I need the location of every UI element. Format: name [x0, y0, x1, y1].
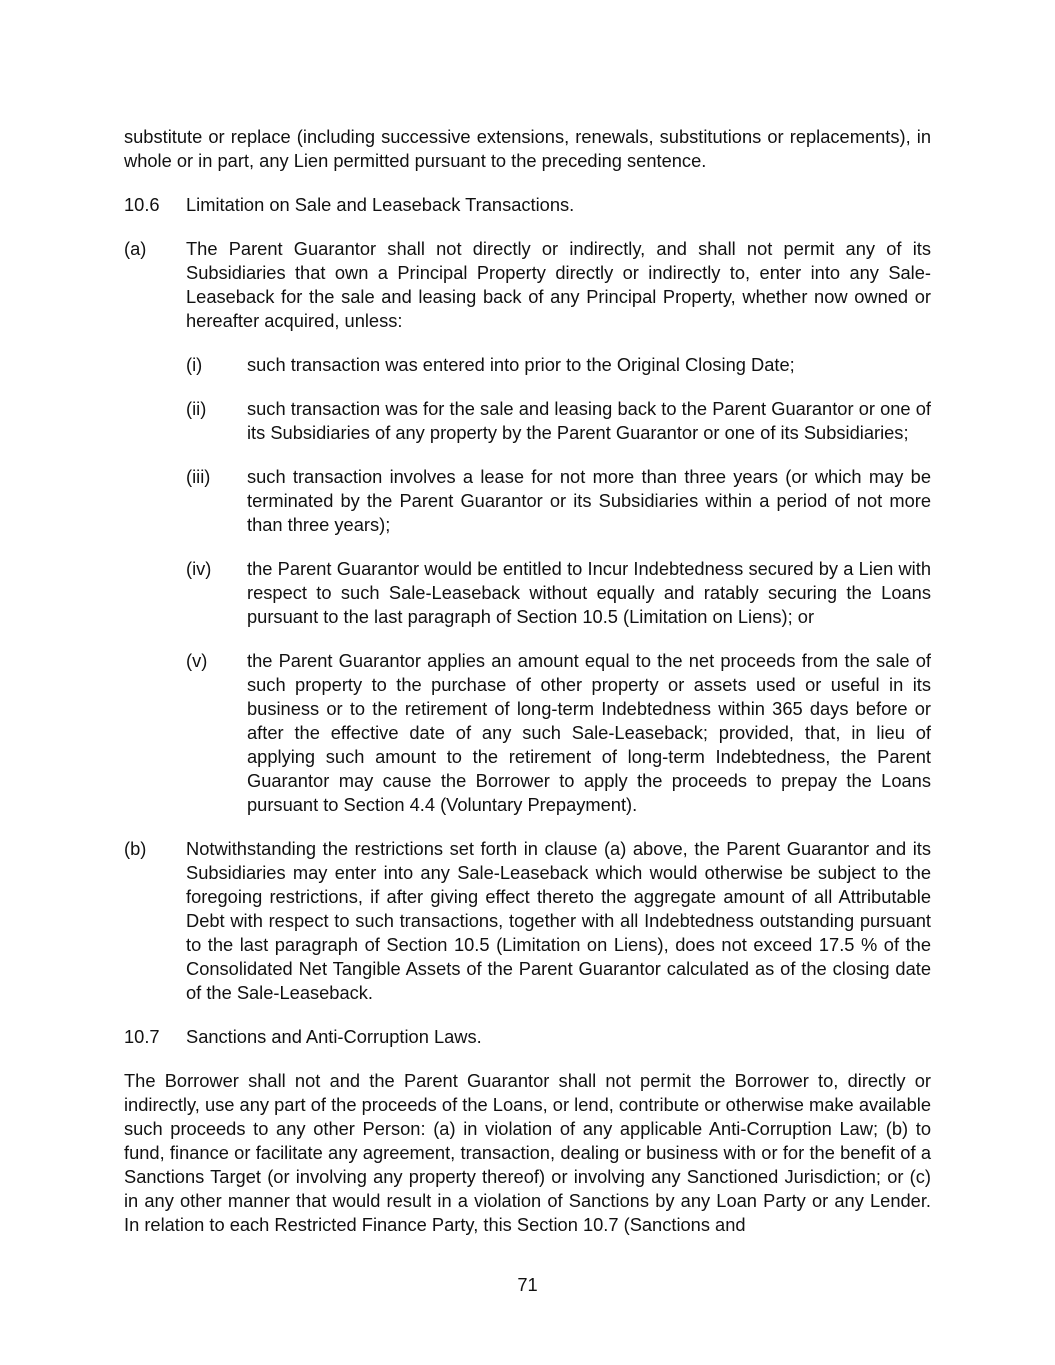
- subclause-text: such transaction was entered into prior to the Original Closing Date;: [247, 354, 795, 375]
- subclause-text: such transaction involves a lease for not more than three years (or which may be terminated by the Parent Guarantor or its Subsidiaries within a period of not more than three years);: [247, 466, 931, 535]
- subclause-text: such transaction was for the sale and leasing back to the Parent Guarantor or one of its Subsidiaries of any property by the Parent Guarantor or one of its Subsidiaries;: [247, 398, 931, 443]
- section-10-7-heading: [124, 1025, 931, 1049]
- section-10-6-heading: [124, 193, 931, 217]
- document-page: [124, 125, 931, 1237]
- subclause-iv: [186, 557, 931, 629]
- subclause-i: [186, 353, 931, 377]
- section-10-7-paragraph: The Borrower shall not and the Parent Guarantor shall not permit the Borrower to, directly or indirectly, use any part of the proceeds of the Loans, or lend, contribute or otherwise make available such proceeds to any other Person: (a) in violation of any applicable Anti-Corruption Law; (b) to fund, finance or facilitate any agreement, transaction, dealing or business with or for the benefit of a Sanctions Target (or involving any property thereof) or involving any Sanctioned Jurisdiction; or (c) in any other manner that would result in a violation of Sanctions by any Loan Party or any Lender. In relation to each Restricted Finance Party, this Section 10.7 (Sanctions and: [124, 1070, 931, 1235]
- clause-text: Notwithstanding the restrictions set forth in clause (a) above, the Parent Guarantor and its Subsidiaries may enter into any Sale-Leaseback which would otherwise be subject to the foregoing restrictions, if after giving effect thereto the aggregate amount of all Attributable Debt with respect to such transactions, together with all Indebtedness outstanding pursuant to the last paragraph of Section 10.5 (Limitation on Liens), does not exceed 17.5 % of the Consolidated Net Tangible Assets of the Parent Guarantor calculated as of the closing date of the Sale-Leaseback.: [186, 838, 931, 1003]
- subclause-text: the Parent Guarantor applies an amount equal to the net proceeds from the sale of such property to the purchase of other property or assets used or useful in its business or to the retirement of long-term Indebtedness within 365 days before or after the effective date of any such Sale-Leaseback; provided, that, in lieu of applying such amount to the retirement of long-term Indebtedness, the Parent Guarantor may cause the Borrower to apply the proceeds to prepay the Loans pursuant to Section 4.4 (Voluntary Prepayment).: [247, 650, 931, 815]
- clause-b: [124, 837, 931, 1005]
- intro-paragraph: substitute or replace (including successive extensions, renewals, substitutions or replacements), in whole or in part, any Lien permitted pursuant to the preceding sentence.: [124, 126, 931, 171]
- clause-label: (b): [124, 838, 147, 859]
- subclause-iii: [186, 465, 931, 537]
- subclause-label: (v): [186, 650, 208, 671]
- subclause-label: (iv): [186, 558, 212, 579]
- section-number: 10.7: [124, 1026, 160, 1047]
- subclause-label: (ii): [186, 398, 207, 419]
- subclause-label: (i): [186, 354, 203, 375]
- clause-label: (a): [124, 238, 147, 259]
- section-title: Sanctions and Anti-Corruption Laws.: [186, 1026, 482, 1047]
- section-number: 10.6: [124, 194, 160, 215]
- subclause-label: (iii): [186, 466, 211, 487]
- page-number: 71: [517, 1274, 538, 1295]
- clause-a: [124, 237, 931, 817]
- section-title: Limitation on Sale and Leaseback Transactions.: [186, 194, 575, 215]
- clause-text: The Parent Guarantor shall not directly or indirectly, and shall not permit any of its Subsidiaries that own a Principal Property directly or indirectly to, enter into any Sale-Leaseback for the sale and leasing back of any Principal Property, whether now owned or hereafter acquired, unless:: [186, 238, 931, 331]
- subclause-v: [186, 649, 931, 817]
- subclause-text: the Parent Guarantor would be entitled to Incur Indebtedness secured by a Lien with respect to such Sale-Leaseback without equally and ratably securing the Loans pursuant to the last paragraph of Section 10.5 (Limitation on Liens); or: [247, 558, 931, 627]
- subclause-ii: [186, 397, 931, 445]
- subclause-list: [186, 353, 931, 817]
